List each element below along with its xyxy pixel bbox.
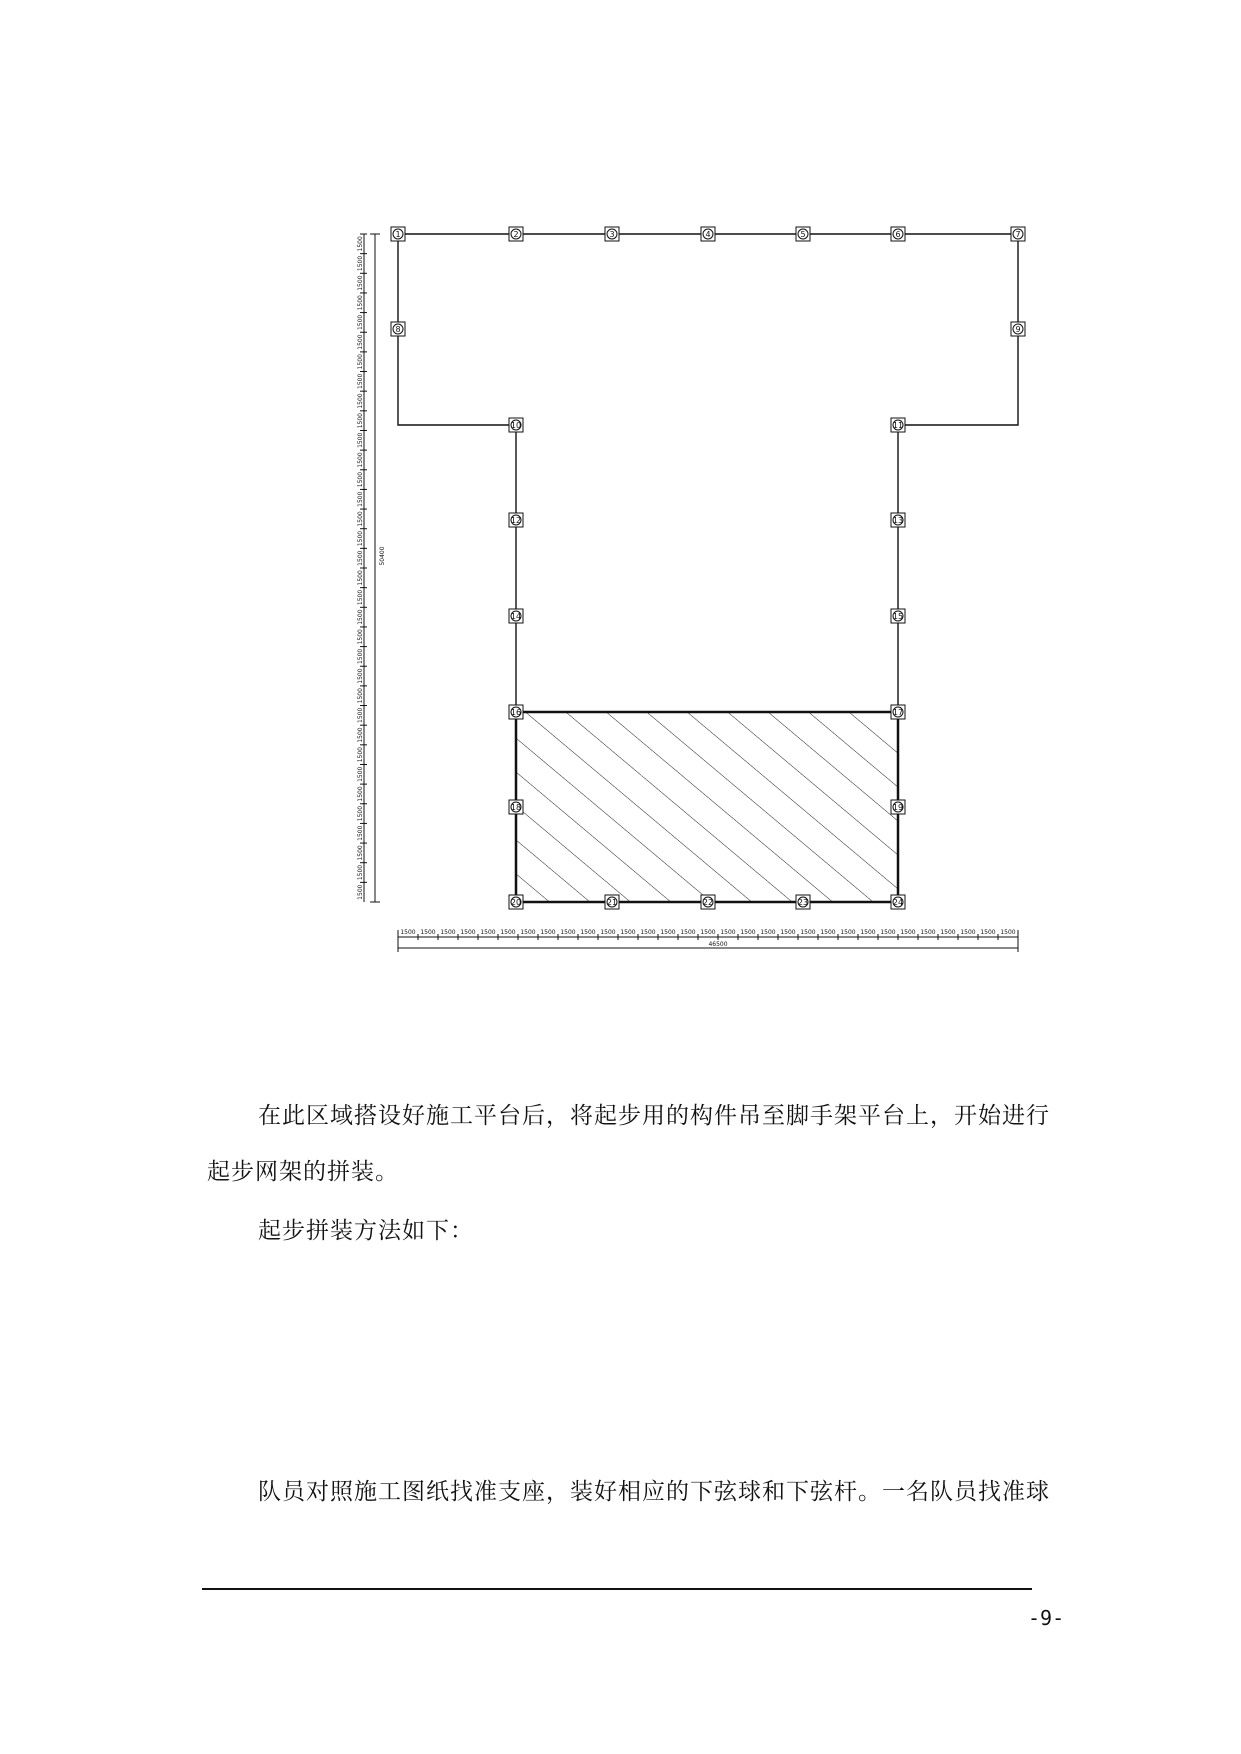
support-node [509, 895, 523, 909]
support-node [509, 513, 523, 527]
vertical-dimension-text: 1500 [357, 648, 364, 665]
support-node [605, 227, 619, 241]
support-node [796, 227, 810, 241]
support-node [796, 895, 810, 909]
support-node-label: 17 [892, 708, 904, 717]
support-node-label: 3 [609, 230, 615, 239]
horizontal-dimension-text: 1500 [480, 929, 496, 936]
vertical-dimension-text: 1500 [357, 668, 364, 684]
horizontal-dimension-text: 1500 [720, 929, 736, 936]
vertical-dimension-text: 1500 [357, 609, 364, 625]
support-node-label: 5 [800, 230, 806, 239]
vertical-dimension-text: 1500 [357, 511, 364, 527]
support-node-label: 9 [1015, 325, 1021, 334]
horizontal-dimension-text: 1500 [440, 929, 456, 936]
vertical-total-label: 50400 [379, 546, 386, 566]
horizontal-dimension-text: 1500 [420, 929, 436, 936]
vertical-dimension-text: 1500 [357, 255, 364, 272]
support-node-label: 6 [895, 230, 901, 239]
support-node-label: 4 [705, 230, 711, 239]
horizontal-dimension-text: 1500 [980, 929, 996, 936]
horizontal-dimension-text: 1500 [960, 929, 976, 936]
support-node-label: 11 [892, 421, 904, 430]
support-node [891, 705, 905, 719]
support-node-label: 8 [395, 325, 401, 334]
support-node-label: 12 [510, 516, 522, 525]
support-node-label: 1 [395, 230, 401, 239]
vertical-dimension-texts [357, 234, 367, 900]
support-node-label: 14 [510, 612, 522, 621]
vertical-dimension-text: 1500 [357, 589, 364, 606]
vertical-dimension-text: 1500 [357, 432, 364, 448]
horizontal-dimension-text: 1500 [580, 929, 596, 936]
horizontal-dimension-text: 1500 [800, 929, 816, 936]
support-node [391, 322, 405, 336]
paragraph-1-line-1: 在此区域搭设好施工平台后，将起步用的构件吊至脚手架平台上，开始进行 [258, 1103, 1050, 1129]
vertical-dimension-text: 1500 [357, 413, 364, 429]
horizontal-dimension-text: 1500 [820, 929, 836, 936]
vertical-dimension-text: 1500 [357, 805, 364, 822]
vertical-dimension-text: 1500 [357, 845, 364, 861]
horizontal-dimension-text: 1500 [700, 929, 716, 936]
vertical-dimension-text: 1500 [357, 471, 364, 488]
horizontal-dimension-text: 1500 [620, 929, 636, 936]
horizontal-dimension-text: 1500 [880, 929, 896, 936]
support-node [891, 800, 905, 814]
support-node-label: 20 [510, 898, 522, 907]
vertical-dimension-text: 1500 [357, 864, 364, 881]
vertical-dimension-text: 1500 [357, 707, 364, 723]
vertical-dimension-text: 1500 [357, 452, 364, 468]
vertical-dimension-text: 1500 [357, 747, 364, 763]
vertical-dimension-text: 1500 [357, 236, 364, 252]
horizontal-dimension-text: 1500 [860, 929, 876, 936]
vertical-dimension-text: 1500 [357, 766, 364, 782]
support-node [1011, 227, 1025, 241]
support-node [605, 895, 619, 909]
support-node-label: 19 [892, 803, 904, 812]
horizontal-dimension-text: 1500 [520, 929, 536, 936]
horizontal-dimension-text: 1500 [840, 929, 856, 936]
support-node [509, 800, 523, 814]
support-node [891, 513, 905, 527]
vertical-dimension-text: 1500 [357, 373, 364, 389]
vertical-dimension-text: 1500 [357, 491, 364, 507]
vertical-dimension-text: 1500 [357, 530, 364, 547]
support-node-label: 18 [510, 803, 522, 812]
horizontal-dimension-text: 1500 [400, 929, 416, 936]
vertical-dimension-text: 1500 [357, 275, 364, 291]
support-node [391, 227, 405, 241]
horizontal-dimension-text: 1500 [500, 929, 516, 936]
horizontal-dimension-text: 1500 [740, 929, 756, 936]
support-node-label: 10 [510, 421, 522, 430]
support-node [1011, 322, 1025, 336]
horizontal-dimension-text: 1500 [660, 929, 676, 936]
support-node-label: 16 [510, 708, 522, 717]
vertical-dimension-text: 1500 [357, 354, 364, 370]
support-node [509, 705, 523, 719]
vertical-dimension-text: 1500 [357, 550, 364, 566]
horizontal-dimension-text: 1500 [640, 929, 656, 936]
vertical-dimension-text: 1500 [357, 393, 364, 409]
horizontal-dimension-text: 1500 [460, 929, 476, 936]
horizontal-dimension-text: 1500 [540, 929, 556, 936]
horizontal-dimension-text: 1500 [900, 929, 916, 936]
paragraph-2: 起步拼装方法如下： [258, 1218, 474, 1244]
vertical-dimension-text: 1500 [357, 786, 364, 802]
support-node [891, 895, 905, 909]
support-node [891, 609, 905, 623]
horizontal-dimension-text: 1500 [760, 929, 776, 936]
support-node-label: 22 [702, 898, 714, 907]
vertical-dimension-text: 1500 [357, 295, 364, 311]
horizontal-total-label: 46500 [708, 941, 728, 948]
footer-rule [202, 1588, 1032, 1590]
vertical-dimension-text: 1500 [357, 727, 364, 743]
support-node [891, 418, 905, 432]
support-node [891, 227, 905, 241]
support-node [509, 609, 523, 623]
support-node [701, 895, 715, 909]
support-node-label: 2 [513, 230, 519, 239]
paragraph-1-line-2: 起步网架的拼装。 [207, 1159, 399, 1185]
vertical-dimension-text: 1500 [357, 314, 364, 331]
horizontal-dimension-text: 1500 [920, 929, 936, 936]
horizontal-dimension-text: 1500 [680, 929, 696, 936]
support-node-label: 13 [892, 516, 904, 525]
support-node-label: 23 [797, 898, 809, 907]
page-number: -9- [1028, 1606, 1065, 1630]
paragraph-3: 队员对照施工图纸找准支座，装好相应的下弦球和下弦杆。一名队员找准球 [258, 1479, 1050, 1505]
horizontal-dimension-text: 1500 [780, 929, 796, 936]
horizontal-dimension-texts [398, 929, 1016, 940]
vertical-dimension-text: 1500 [357, 688, 364, 704]
support-node-label: 15 [892, 612, 904, 621]
support-node [701, 227, 715, 241]
vertical-dimension-text: 1500 [357, 629, 364, 645]
support-node-label: 7 [1015, 230, 1021, 239]
horizontal-dimension-text: 1500 [940, 929, 956, 936]
start-area-hatch [516, 712, 898, 902]
vertical-dimension-text: 1500 [357, 825, 364, 841]
support-node-label: 21 [606, 898, 618, 907]
horizontal-dimension-text: 1500 [1000, 929, 1016, 936]
vertical-dimension-text: 1500 [357, 570, 364, 586]
support-node-label: 24 [892, 898, 904, 907]
horizontal-dimension-text: 1500 [560, 929, 576, 936]
support-node [509, 227, 523, 241]
vertical-dimension-text: 1500 [357, 884, 364, 900]
support-node [509, 418, 523, 432]
vertical-dimension-text: 1500 [357, 334, 364, 350]
horizontal-dimension-text: 1500 [600, 929, 616, 936]
